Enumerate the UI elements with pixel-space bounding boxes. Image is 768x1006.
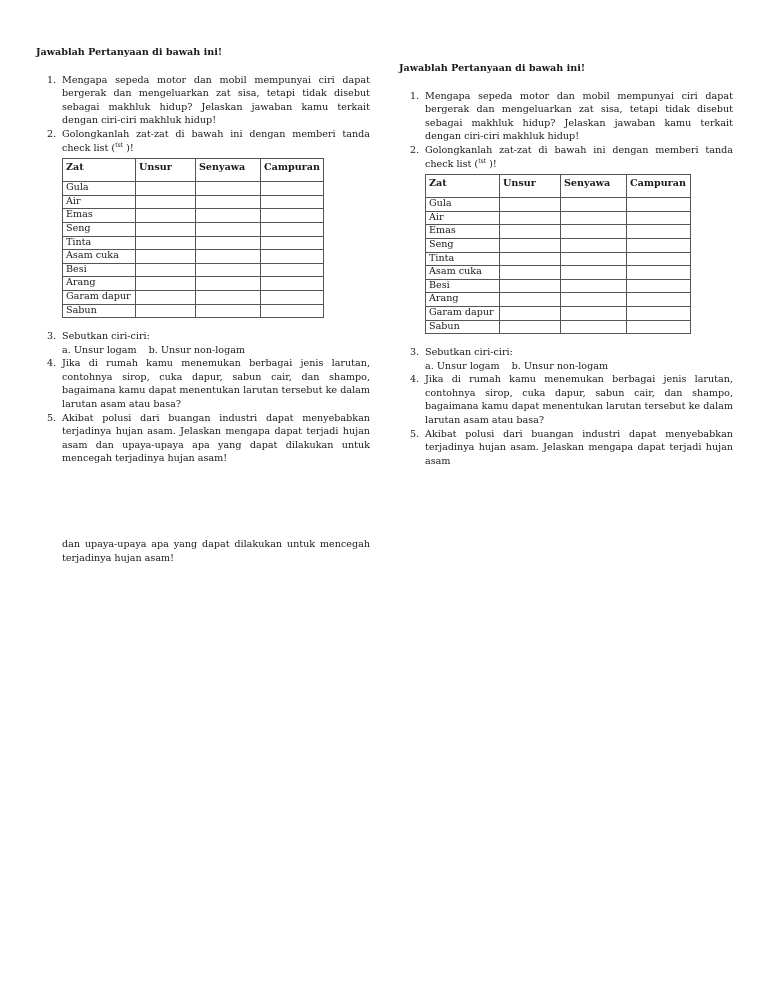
substance-name: Emas	[426, 225, 500, 239]
check-cell[interactable]	[561, 306, 627, 320]
check-cell[interactable]	[261, 182, 324, 196]
check-cell[interactable]	[627, 238, 691, 252]
question-text: Jika di rumah kamu menemukan berbagai jenis larutan, contohnya sirop, cuka dapur, sabun cair, dan shampo, bagaimana kamu dapat menentukan larutan tersebut ke dalam larutan asam atau basa?	[62, 358, 370, 411]
check-cell[interactable]	[627, 279, 691, 293]
question-text: Golongkanlah zat-zat di bawah ini dengan memberi tanda check list (	[425, 144, 733, 170]
check-cell[interactable]	[500, 238, 561, 252]
table-row	[63, 277, 324, 291]
question-5	[36, 412, 370, 466]
check-cell[interactable]	[261, 250, 324, 264]
question-text: Sebutkan ciri-ciri:	[62, 331, 150, 343]
question-3	[36, 330, 370, 344]
table-row	[426, 266, 691, 280]
check-cell[interactable]	[136, 182, 196, 196]
check-cell[interactable]	[500, 225, 561, 239]
substance-name: Tinta	[63, 236, 136, 250]
header-campuran: Campuran	[261, 159, 324, 182]
check-cell[interactable]	[627, 320, 691, 334]
check-cell[interactable]	[561, 225, 627, 239]
question-3	[399, 346, 733, 360]
question-number: 4.	[47, 358, 57, 370]
table-row	[426, 306, 691, 320]
substance-name: Air	[426, 211, 500, 225]
worksheet-left	[36, 46, 370, 466]
option-b: b. Unsur non-logam	[511, 360, 609, 372]
question-3-options	[399, 360, 733, 374]
table-row	[63, 236, 324, 250]
check-cell[interactable]	[500, 279, 561, 293]
check-cell[interactable]	[196, 263, 261, 277]
check-cell[interactable]	[261, 290, 324, 304]
header-campuran: Campuran	[627, 175, 691, 198]
check-cell[interactable]	[500, 252, 561, 266]
check-cell[interactable]	[261, 209, 324, 223]
substance-name: Emas	[63, 209, 136, 223]
check-symbol: tst	[478, 157, 487, 165]
classification-table	[425, 174, 691, 334]
substance-name: Arang	[63, 277, 136, 291]
header-senyawa: Senyawa	[561, 175, 627, 198]
substance-name: Seng	[426, 238, 500, 252]
check-cell[interactable]	[136, 304, 196, 318]
check-cell[interactable]	[196, 250, 261, 264]
question-4	[399, 373, 733, 427]
check-cell[interactable]	[261, 236, 324, 250]
check-cell[interactable]	[561, 238, 627, 252]
check-cell[interactable]	[561, 293, 627, 307]
substance-name: Garam dapur	[63, 290, 136, 304]
header-unsur: Unsur	[500, 175, 561, 198]
worksheet-title: Jawablah Pertanyaan di bawah ini!	[36, 47, 223, 58]
question-text: Sebutkan ciri-ciri:	[425, 347, 513, 359]
substance-name: Gula	[63, 182, 136, 196]
table-row	[63, 304, 324, 318]
table-row	[426, 293, 691, 307]
question-text-end: )!	[123, 142, 134, 154]
check-cell[interactable]	[500, 198, 561, 212]
question-text: Jika di rumah kamu menemukan berbagai jenis larutan, contohnya sirop, cuka dapur, sabun cair, dan shampo, bagaimana kamu dapat menentukan larutan tersebut ke dalam larutan asam atau basa?	[425, 374, 733, 427]
table-row	[63, 250, 324, 264]
option-b: b. Unsur non-logam	[148, 344, 246, 356]
question-number: 5.	[410, 428, 420, 440]
question-number: 3.	[47, 331, 57, 343]
check-cell[interactable]	[500, 211, 561, 225]
table-row	[426, 320, 691, 334]
check-cell[interactable]	[627, 266, 691, 280]
table-row	[426, 225, 691, 239]
substance-name: Asam cuka	[63, 250, 136, 264]
check-cell[interactable]	[136, 263, 196, 277]
question-5-continuation: dan upaya-upaya apa yang dapat dilakukan untuk mencegah terjadinya hujan asam!	[62, 539, 370, 564]
substance-name: Asam cuka	[426, 266, 500, 280]
check-cell[interactable]	[627, 252, 691, 266]
check-cell[interactable]	[196, 277, 261, 291]
substance-name: Besi	[63, 263, 136, 277]
check-cell[interactable]	[627, 306, 691, 320]
check-cell[interactable]	[136, 290, 196, 304]
question-number: 1.	[47, 74, 57, 86]
check-cell[interactable]	[136, 195, 196, 209]
check-cell[interactable]	[136, 250, 196, 264]
check-cell[interactable]	[561, 211, 627, 225]
question-2	[36, 128, 370, 155]
question-text: Akibat polusi dari buangan industri dapat menyebabkan terjadinya hujan asam. Jelaskan mengapa dapat terjadi hujan asam dan upaya-upaya apa yang dapat dilakukan untuk mencegah terjadinya hujan asam!	[62, 412, 370, 465]
substance-name: Gula	[426, 198, 500, 212]
check-cell[interactable]	[196, 222, 261, 236]
table-header-row	[426, 175, 691, 198]
check-cell[interactable]	[196, 182, 261, 196]
question-5	[399, 428, 733, 469]
question-text-end: )!	[486, 158, 497, 170]
question-text: Golongkanlah zat-zat di bawah ini dengan memberi tanda check list (	[62, 128, 370, 154]
classification-table	[62, 158, 324, 318]
check-cell[interactable]	[500, 293, 561, 307]
check-symbol: tst	[115, 141, 124, 149]
question-number: 2.	[47, 128, 57, 140]
option-a: a. Unsur logam	[425, 360, 500, 372]
substance-name: Besi	[426, 279, 500, 293]
table-row	[426, 211, 691, 225]
table-row	[426, 252, 691, 266]
substance-name: Garam dapur	[426, 306, 500, 320]
check-cell[interactable]	[261, 263, 324, 277]
check-cell[interactable]	[627, 198, 691, 212]
check-cell[interactable]	[627, 225, 691, 239]
question-number: 3.	[410, 347, 420, 359]
check-cell[interactable]	[627, 211, 691, 225]
question-text: Mengapa sepeda motor dan mobil mempunyai ciri dapat bergerak dan mengeluarkan zat sisa, tetapi tidak disebut sebagai makhluk hidup? Jelaskan jawaban kamu terkait dengan ciri-ciri makhluk hidup!	[425, 90, 733, 143]
table-row	[63, 222, 324, 236]
check-cell[interactable]	[500, 306, 561, 320]
table-row	[426, 198, 691, 212]
table-row	[63, 209, 324, 223]
check-cell[interactable]	[261, 195, 324, 209]
check-cell[interactable]	[196, 209, 261, 223]
check-cell[interactable]	[136, 236, 196, 250]
question-number: 4.	[410, 374, 420, 386]
substance-name: Arang	[426, 293, 500, 307]
table-row	[63, 263, 324, 277]
check-cell[interactable]	[196, 304, 261, 318]
check-cell[interactable]	[261, 277, 324, 291]
check-cell[interactable]	[500, 320, 561, 334]
question-1	[399, 90, 733, 144]
header-unsur: Unsur	[136, 159, 196, 182]
table-row	[426, 238, 691, 252]
substance-name: Sabun	[63, 304, 136, 318]
table-row	[63, 195, 324, 209]
worksheet-title: Jawablah Pertanyaan di bawah ini!	[399, 63, 586, 74]
check-cell[interactable]	[196, 236, 261, 250]
substance-name: Sabun	[426, 320, 500, 334]
check-cell[interactable]	[500, 266, 561, 280]
check-cell[interactable]	[261, 222, 324, 236]
question-3-options	[36, 344, 370, 358]
table-row	[426, 279, 691, 293]
question-number: 2.	[410, 144, 420, 156]
table-row	[63, 182, 324, 196]
worksheet-right	[399, 62, 733, 468]
check-cell[interactable]	[136, 209, 196, 223]
check-cell[interactable]	[196, 195, 261, 209]
check-cell[interactable]	[136, 277, 196, 291]
check-cell[interactable]	[627, 293, 691, 307]
question-2	[399, 144, 733, 171]
question-4	[36, 357, 370, 411]
header-senyawa: Senyawa	[196, 159, 261, 182]
table-header-row	[63, 159, 324, 182]
option-a: a. Unsur logam	[62, 344, 137, 356]
question-number: 1.	[410, 90, 420, 102]
check-cell[interactable]	[561, 198, 627, 212]
check-cell[interactable]	[261, 304, 324, 318]
table-row	[63, 290, 324, 304]
question-text: Akibat polusi dari buangan industri dapat menyebabkan terjadinya hujan asam. Jelaskan mengapa dapat terjadi hujan asam	[425, 428, 733, 467]
check-cell[interactable]	[561, 252, 627, 266]
check-cell[interactable]	[136, 222, 196, 236]
question-text: Mengapa sepeda motor dan mobil mempunyai ciri dapat bergerak dan mengeluarkan zat sisa, tetapi tidak disebut sebagai makhluk hidup? Jelaskan jawaban kamu terkait dengan ciri-ciri makhluk hidup!	[62, 74, 370, 127]
substance-name: Seng	[63, 222, 136, 236]
check-cell[interactable]	[196, 290, 261, 304]
check-cell[interactable]	[561, 320, 627, 334]
check-cell[interactable]	[561, 266, 627, 280]
question-number: 5.	[47, 412, 57, 424]
header-zat: Zat	[426, 175, 500, 198]
header-zat: Zat	[63, 159, 136, 182]
check-cell[interactable]	[561, 279, 627, 293]
substance-name: Tinta	[426, 252, 500, 266]
question-1	[36, 74, 370, 128]
substance-name: Air	[63, 195, 136, 209]
